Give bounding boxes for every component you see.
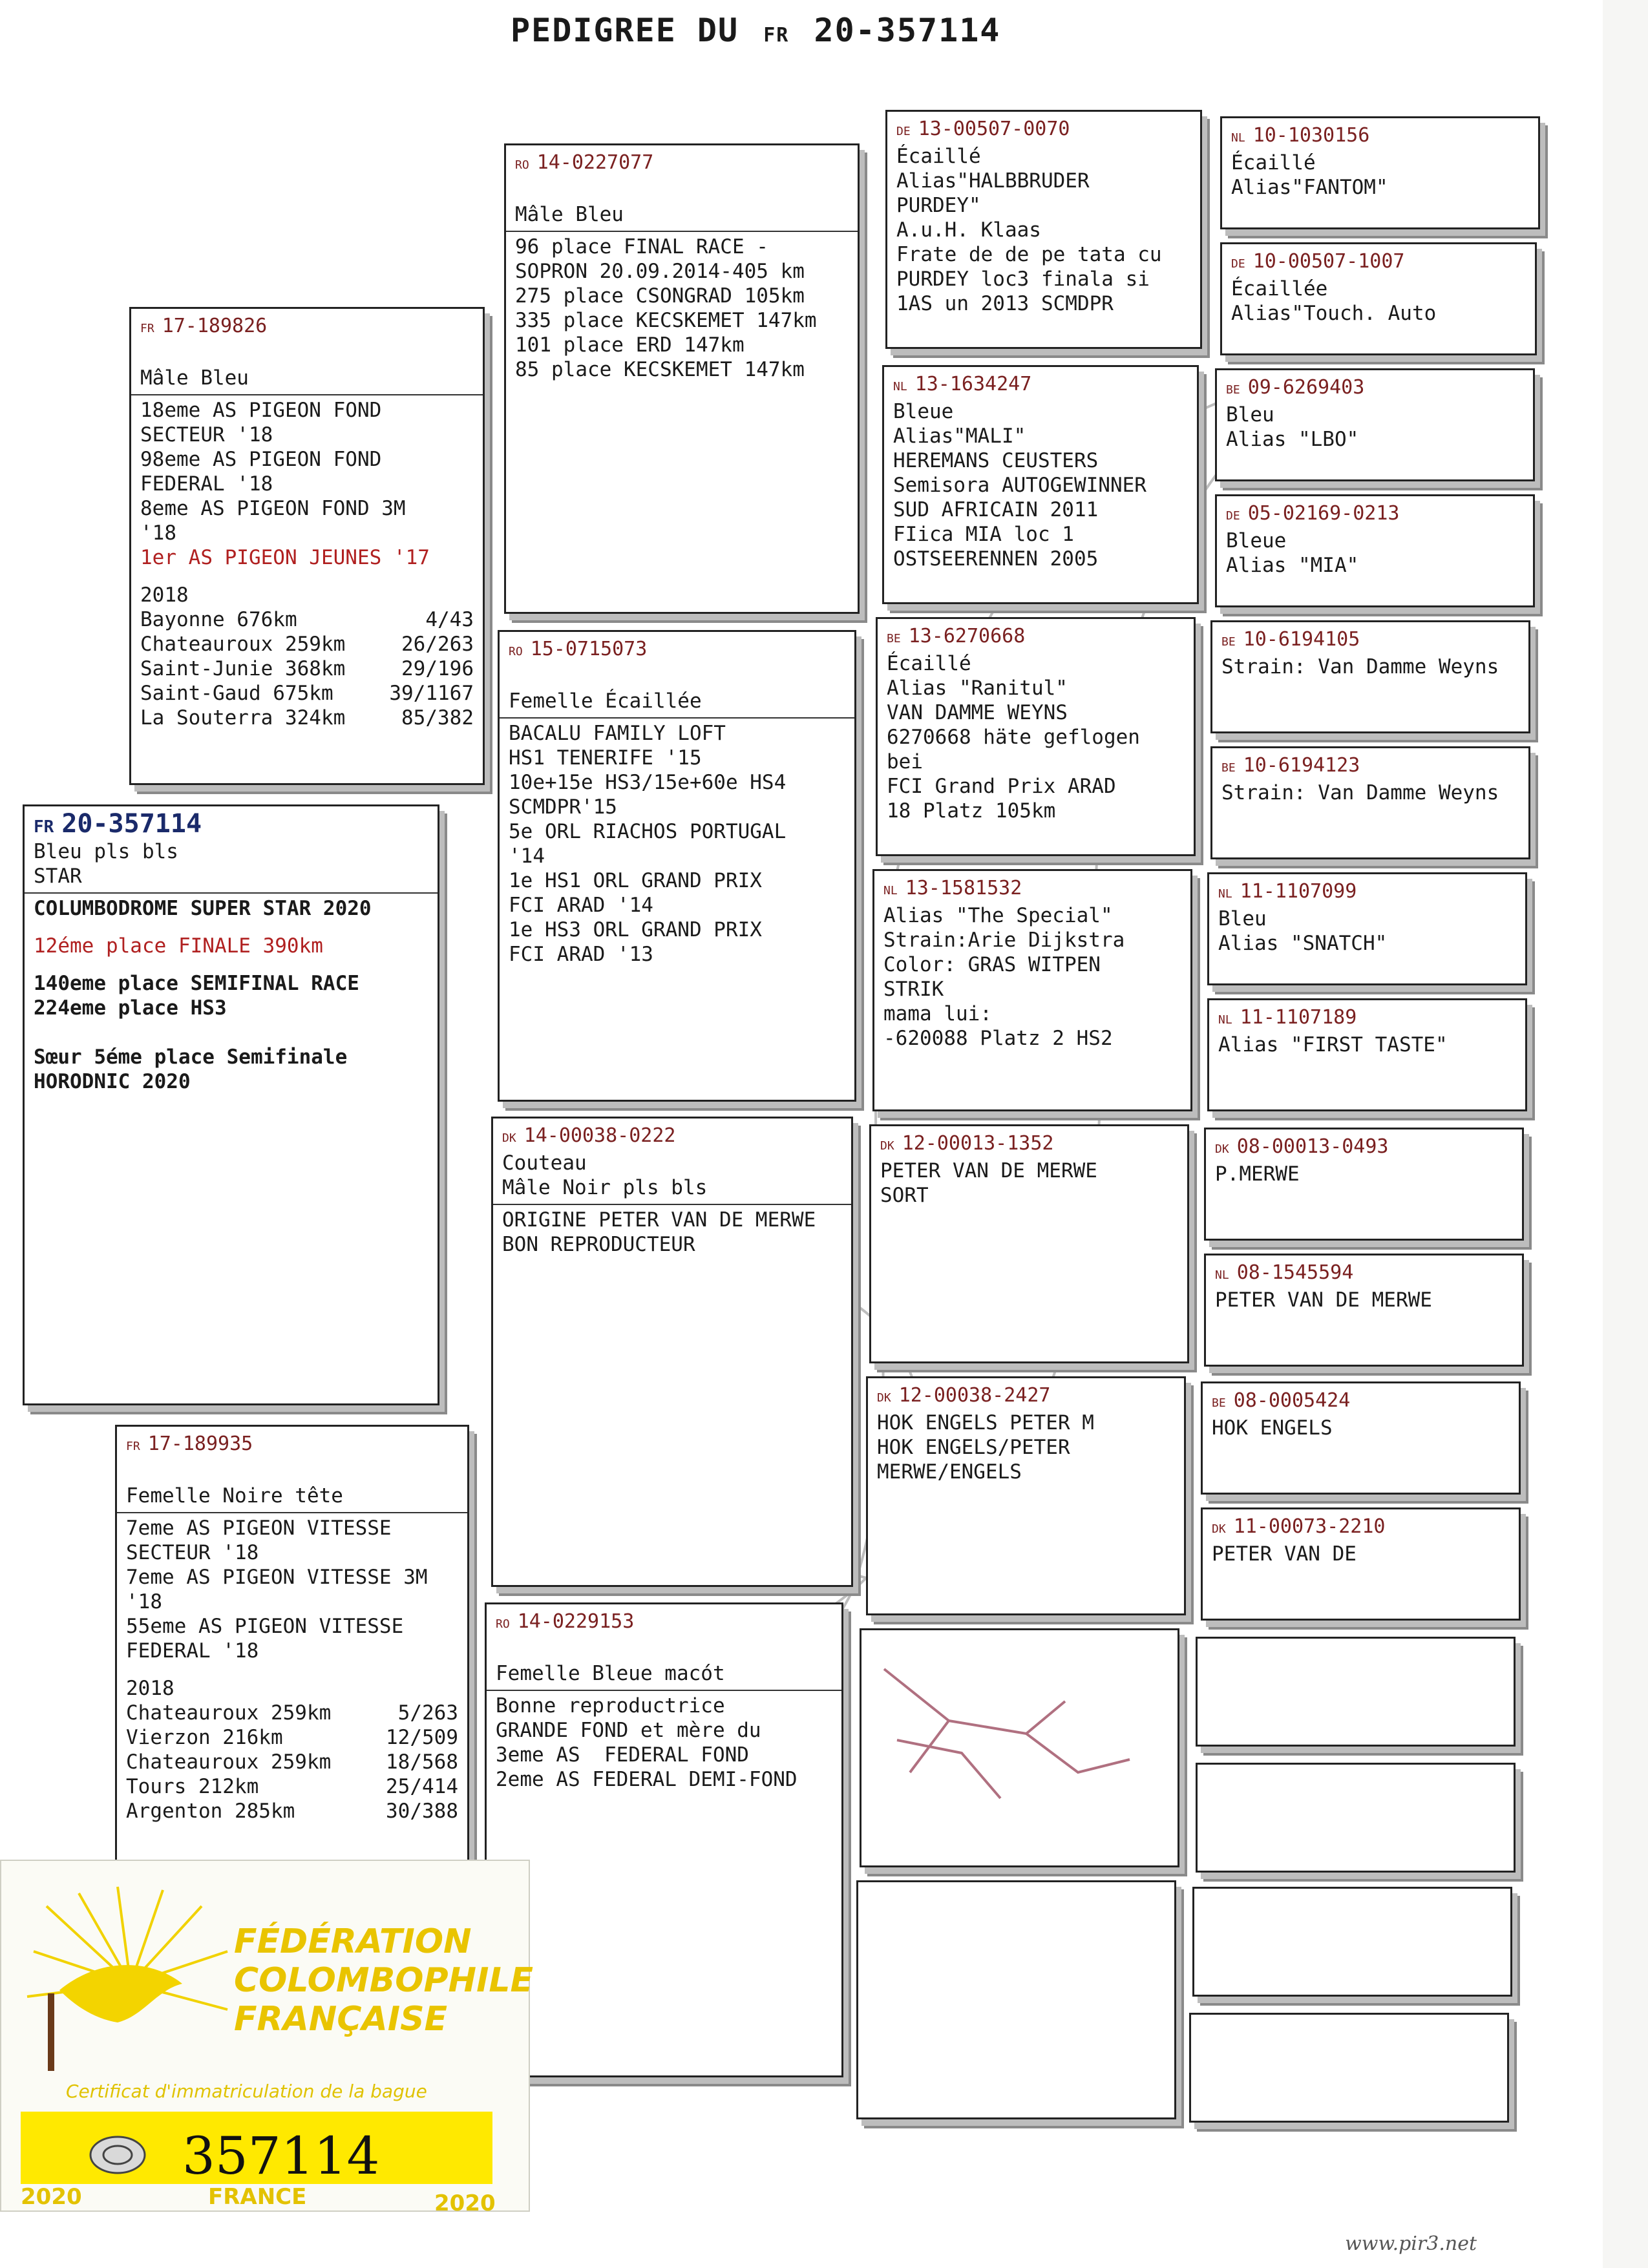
- country-code: DE: [1226, 509, 1240, 523]
- certificate-country: FRANCE: [208, 2184, 307, 2210]
- gggp-line: Alias "MIA": [1226, 554, 1359, 577]
- country-code: NL: [1231, 131, 1245, 145]
- gp-box-1: [504, 143, 860, 614]
- country-code: RO: [509, 645, 523, 658]
- race-result: 12/509: [386, 1726, 458, 1749]
- subject-result: 140eme place SEMIFINAL RACE: [34, 972, 359, 995]
- gp-line: 10e+15e HS3/15e+60e HS4: [509, 771, 787, 794]
- father-line: SECTEUR '18: [140, 423, 273, 446]
- ggp-line: Color: GRAS WITPEN: [883, 953, 1101, 976]
- gp-color: Mâle Bleu: [515, 203, 624, 226]
- race-row: [140, 656, 474, 681]
- gp-line: Bonne reproductrice: [496, 1694, 725, 1717]
- gggp-line: HOK ENGELS: [1212, 1416, 1333, 1440]
- country-code: BE: [1221, 635, 1236, 649]
- race-result: 25/414: [386, 1775, 458, 1798]
- ring-id: 12-00038-2427: [898, 1384, 1051, 1407]
- gp-line: 3eme AS FEDERAL FOND: [496, 1743, 749, 1767]
- father-line: FEDERAL '18: [140, 472, 273, 496]
- mother-color: Femelle Noire tête: [126, 1484, 343, 1507]
- gggp-line: PETER VAN DE MERWE: [1215, 1288, 1432, 1312]
- pigeon-feet-sketch: [871, 1643, 1168, 1837]
- gp-line: FCI ARAD '13: [509, 943, 653, 966]
- race-row: [126, 1799, 458, 1823]
- gp-box-4: [485, 1602, 843, 2077]
- ggp-box-3: [876, 617, 1196, 856]
- ring-id: 14-0229153: [517, 1610, 635, 1633]
- gggp-line: Écaillé: [1231, 151, 1316, 174]
- race-row: [126, 1750, 458, 1774]
- country-code: BE: [1226, 383, 1240, 397]
- ring-id: 13-6270668: [908, 625, 1026, 647]
- ggp-line: Alias "Ranitul": [887, 677, 1068, 700]
- race-result: 39/1167: [389, 682, 474, 705]
- gggp-box-15: [1192, 1887, 1512, 1997]
- ggp-line: Bleue: [893, 400, 954, 423]
- race-place: Bayonne 676km: [140, 608, 297, 631]
- gggp-line: Alias"FANTOM": [1231, 176, 1388, 199]
- gp-color: Femelle Écaillée: [509, 689, 702, 713]
- country-code: FR: [140, 322, 154, 335]
- gggp-box-8: [1207, 998, 1527, 1111]
- ring-number: [1215, 1135, 1513, 1162]
- ring-id: 05-02169-0213: [1247, 502, 1400, 525]
- pin-mark: [48, 1993, 54, 2071]
- ggp-line: SORT: [880, 1184, 929, 1207]
- race-result: 18/568: [386, 1750, 458, 1774]
- race-place: Vierzon 216km: [126, 1726, 283, 1749]
- race-row: [140, 632, 474, 656]
- ring-id: 14-00038-0222: [523, 1124, 676, 1147]
- gggp-box-7: [1207, 872, 1527, 985]
- subject-sister: Sœur 5éme place Semifinale: [34, 1045, 348, 1069]
- gp-line: GRANDE FOND et mère du: [496, 1719, 761, 1742]
- ring-id: 17-189935: [147, 1433, 253, 1455]
- ring-number: [509, 637, 845, 664]
- country-code: DK: [1215, 1142, 1229, 1156]
- country-code: DE: [1231, 257, 1245, 271]
- ggp-line: mama lui:: [883, 1002, 992, 1025]
- gggp-box-3: [1215, 368, 1535, 481]
- gp-box-2: [498, 630, 856, 1102]
- father-line: 98eme AS PIGEON FOND: [140, 448, 382, 471]
- ring-number: [1218, 879, 1516, 907]
- ring-number: [877, 1383, 1175, 1411]
- ggp-line: -620088 Platz 2 HS2: [883, 1027, 1113, 1050]
- ggp-box-4: [872, 869, 1192, 1111]
- gp-line: 335 place KECSKEMET 147km: [515, 309, 817, 332]
- country-code: NL: [883, 884, 898, 898]
- ring-id: 11-1107189: [1240, 1006, 1357, 1029]
- gggp-line: Bleu: [1226, 403, 1274, 426]
- ggp-line: Alias"MALI": [893, 425, 1026, 448]
- ggp-line: 1AS un 2013 SCMDPR: [896, 292, 1114, 315]
- father-line: 8eme AS PIGEON FOND 3M: [140, 497, 406, 520]
- ring-number: [1212, 1389, 1510, 1416]
- gp-color: Femelle Bleue macót: [496, 1662, 725, 1685]
- ring-number: [1221, 627, 1519, 655]
- ggp-line: Alias"HALBBRUDER: [896, 169, 1090, 193]
- ggp-line: VAN DAMME WEYNS: [887, 701, 1068, 724]
- race-place: Chateauroux 259km: [126, 1750, 332, 1774]
- gp-line: BACALU FAMILY LOFT: [509, 722, 726, 745]
- gggp-line: Écaillée: [1231, 277, 1328, 300]
- ggp-line: PETER VAN DE MERWE: [880, 1159, 1097, 1182]
- ring-number: [502, 1124, 842, 1151]
- gggp-box-5: [1210, 620, 1530, 733]
- race-row: [140, 681, 474, 706]
- gp-line: 96 place FINAL RACE -: [515, 235, 768, 258]
- gggp-box-11: [1201, 1381, 1521, 1495]
- ggp-line: Alias "The Special": [883, 904, 1113, 927]
- title-country: FR: [763, 24, 790, 47]
- ring-id: 17-189826: [162, 315, 268, 337]
- country-code: NL: [1218, 887, 1232, 901]
- country-code: NL: [893, 380, 907, 394]
- country-code: RO: [496, 1617, 510, 1631]
- mother-box: [115, 1425, 469, 1864]
- org-line: FRANÇAISE: [234, 2000, 448, 2039]
- ggp-line: HOK ENGELS/PETER: [877, 1436, 1070, 1459]
- ring-id: 10-6194105: [1243, 628, 1360, 651]
- ggp-box-8: [856, 1880, 1176, 2119]
- subject-ring: [34, 809, 428, 839]
- race-row: [140, 607, 474, 632]
- gp-line: ORIGINE PETER VAN DE MERWE: [502, 1208, 816, 1232]
- gp-line: '14: [509, 845, 545, 868]
- page-title: [511, 12, 1000, 49]
- race-result: 5/263: [397, 1701, 458, 1725]
- gggp-box-2: [1220, 242, 1537, 355]
- gggp-line: PETER VAN DE: [1212, 1542, 1357, 1566]
- ring-number: [887, 624, 1185, 651]
- ring-id: 13-1634247: [914, 373, 1032, 395]
- country-code: DK: [502, 1131, 516, 1145]
- ggp-line: A.u.H. Klaas: [896, 218, 1041, 242]
- country-code: RO: [515, 158, 529, 172]
- ring-number: [140, 314, 474, 341]
- gp-color: Couteau: [502, 1151, 587, 1175]
- ring-number: [883, 876, 1181, 903]
- gp-line: SCMDPR'15: [509, 795, 617, 819]
- ring-id: 20-357114: [61, 809, 202, 839]
- gggp-line: Strain: Van Damme Weyns: [1221, 655, 1499, 678]
- ggp-line: STRIK: [883, 978, 944, 1001]
- country-code: DK: [1212, 1522, 1226, 1536]
- gp-line: FCI ARAD '14: [509, 894, 653, 917]
- gggp-box-12: [1201, 1507, 1521, 1621]
- race-row: [126, 1725, 458, 1750]
- country-code: BE: [1221, 761, 1236, 775]
- ggp-box-7: [860, 1628, 1179, 1867]
- father-box: [129, 307, 485, 785]
- race-place: Tours 212km: [126, 1775, 259, 1798]
- subject-sister: HORODNIC 2020: [34, 1070, 191, 1093]
- gggp-box-6: [1210, 746, 1530, 859]
- ring-number: [126, 1432, 458, 1459]
- gp-line: 275 place CSONGRAD 105km: [515, 284, 805, 308]
- ring-number: [1226, 501, 1524, 529]
- ggp-line: Strain:Arie Dijkstra: [883, 929, 1125, 952]
- race-result: 29/196: [401, 657, 474, 680]
- ring-number: [496, 1610, 832, 1637]
- ggp-line: Frate de de pe tata cu: [896, 243, 1162, 266]
- ggp-line: 6270668 häte geflogen: [887, 726, 1140, 749]
- gp-box-3: [491, 1117, 853, 1587]
- race-row: [140, 706, 474, 730]
- ring-id: 10-6194123: [1243, 754, 1360, 777]
- ring-id: 08-00013-0493: [1236, 1135, 1389, 1158]
- ring-id: 12-00013-1352: [902, 1132, 1054, 1155]
- race-place: Saint-Junie 368km: [140, 657, 346, 680]
- ggp-line: SUD AFRICAIN 2011: [893, 498, 1099, 521]
- certificate-organization: [234, 1922, 533, 2039]
- ggp-line: PURDEY": [896, 194, 981, 217]
- mother-line: 7eme AS PIGEON VITESSE 3M: [126, 1566, 428, 1589]
- gp-line: 101 place ERD 147km: [515, 333, 745, 357]
- father-year: 2018: [140, 583, 189, 607]
- ring-id: 10-00507-1007: [1252, 250, 1405, 273]
- ring-id: 13-1581532: [905, 877, 1022, 899]
- gggp-box-13: [1196, 1637, 1516, 1747]
- race-row: [126, 1701, 458, 1725]
- gggp-box-9: [1204, 1128, 1524, 1241]
- ring-number: [893, 372, 1188, 399]
- org-line: COLOMBOPHILE: [234, 1961, 534, 2000]
- ring-number: [1231, 249, 1526, 277]
- gp-line: BON REPRODUCTEUR: [502, 1233, 695, 1256]
- subject-box: [23, 804, 439, 1405]
- father-line: 18eme AS PIGEON FOND: [140, 399, 382, 422]
- ring-id: 08-1545594: [1236, 1261, 1354, 1284]
- country-code: BE: [887, 632, 901, 646]
- gggp-line: P.MERWE: [1215, 1162, 1300, 1186]
- ggp-line: Semisora AUTOGEWINNER: [893, 474, 1146, 497]
- ggp-line: HOK ENGELS PETER M: [877, 1411, 1094, 1434]
- gp-line: SOPRON 20.09.2014-405 km: [515, 260, 805, 283]
- mother-year: 2018: [126, 1677, 174, 1700]
- ggp-box-1: [885, 110, 1202, 349]
- gp-line: 2eme AS FEDERAL DEMI-FOND: [496, 1768, 798, 1791]
- mother-line: SECTEUR '18: [126, 1541, 259, 1564]
- gp-line: 1e HS3 ORL GRAND PRIX: [509, 918, 762, 941]
- gggp-line: Alias "SNATCH": [1218, 932, 1388, 955]
- country-code: NL: [1215, 1268, 1229, 1282]
- country-code: NL: [1218, 1013, 1232, 1027]
- ggp-line: MERWE/ENGELS: [877, 1460, 1022, 1484]
- country-code: BE: [1212, 1396, 1226, 1410]
- race-result: 30/388: [386, 1800, 458, 1823]
- race-place: Chateauroux 259km: [126, 1701, 332, 1725]
- ggp-line: HEREMANS CEUSTERS: [893, 449, 1099, 472]
- ggp-line: FCI Grand Prix ARAD: [887, 775, 1116, 798]
- gp-line: Mâle Noir pls bls: [502, 1176, 708, 1199]
- race-result: 26/263: [401, 633, 474, 656]
- race-place: Chateauroux 259km: [140, 633, 346, 656]
- ring-number: [1215, 1261, 1513, 1288]
- ring-number: [515, 151, 849, 178]
- race-result: 4/43: [425, 608, 474, 631]
- ggp-line: bei: [887, 750, 923, 773]
- gggp-box-1: [1220, 116, 1540, 229]
- father-highlight: 1er AS PIGEON JEUNES '17: [140, 546, 430, 569]
- gggp-line: Bleue: [1226, 529, 1287, 552]
- gggp-box-4: [1215, 494, 1535, 607]
- ggp-line: FIica MIA loc 1: [893, 523, 1074, 546]
- footer-website: www.pir3.net: [1345, 2232, 1477, 2255]
- country-code: FR: [126, 1440, 140, 1453]
- country-code: DE: [896, 125, 911, 138]
- ring-id: 10-1030156: [1252, 124, 1370, 147]
- subject-result: 224eme place HS3: [34, 996, 227, 1020]
- mother-line: '18: [126, 1590, 162, 1613]
- ring-id: 15-0715073: [530, 638, 648, 660]
- gggp-line: Strain: Van Damme Weyns: [1221, 781, 1499, 804]
- certificate-subtitle: Certificat d'immatriculation de la bague: [66, 2081, 427, 2102]
- ring-certificate-card: [0, 1860, 534, 2216]
- father-color: Mâle Bleu: [140, 366, 249, 390]
- subject-highlight: 12éme place FINALE 390km: [34, 934, 323, 958]
- gggp-line: Alias"Touch. Auto: [1231, 302, 1437, 325]
- race-result: 85/382: [401, 706, 474, 730]
- ring-number: [896, 117, 1191, 144]
- gp-line: HS1 TENERIFE '15: [509, 746, 702, 770]
- gp-line: 1e HS1 ORL GRAND PRIX: [509, 869, 762, 892]
- ring-number: [880, 1131, 1178, 1159]
- gggp-box-10: [1204, 1254, 1524, 1367]
- certificate-year: 2020: [21, 2184, 82, 2210]
- ggp-box-5: [869, 1124, 1189, 1363]
- subject-headline: COLUMBODROME SUPER STAR 2020: [34, 897, 372, 920]
- subject-color: Bleu pls bls: [34, 840, 178, 863]
- mother-line: FEDERAL '18: [126, 1639, 259, 1663]
- title-prefix: PEDIGREE DU: [511, 12, 739, 49]
- gggp-line: Bleu: [1218, 907, 1267, 930]
- ggp-box-6: [866, 1376, 1186, 1615]
- ggp-box-2: [882, 365, 1199, 604]
- ring-id: 11-1107099: [1240, 880, 1357, 903]
- ring-number: [1226, 375, 1524, 403]
- ring-number: [1212, 1515, 1510, 1542]
- mother-line: 7eme AS PIGEON VITESSE: [126, 1517, 392, 1540]
- country-code: FR: [34, 817, 54, 837]
- race-place: La Souterra 324km: [140, 706, 346, 730]
- ring-number: [1221, 753, 1519, 781]
- gggp-line: Alias "LBO": [1226, 428, 1359, 451]
- ggp-line: Écaillé: [896, 145, 981, 168]
- gggp-box-14: [1196, 1763, 1516, 1873]
- gggp-line: Alias "FIRST TASTE": [1218, 1033, 1448, 1056]
- ring-id: 11-00073-2210: [1233, 1515, 1386, 1538]
- gp-line: 5e ORL RIACHOS PORTUGAL: [509, 820, 787, 843]
- race-row: [126, 1774, 458, 1799]
- certificate-year: 2020: [434, 2190, 496, 2216]
- title-ring: 20-357114: [814, 12, 1001, 49]
- mother-line: 55eme AS PIGEON VITESSE: [126, 1615, 404, 1638]
- ring-number: [1218, 1005, 1516, 1033]
- race-place: Saint-Gaud 675km: [140, 682, 333, 705]
- ring-id: 09-6269403: [1247, 376, 1365, 399]
- ring-id: 14-0227077: [536, 151, 654, 174]
- ring-number: [1231, 123, 1529, 151]
- ggp-line: OSTSEERENNEN 2005: [893, 547, 1099, 571]
- country-code: DK: [877, 1391, 891, 1405]
- father-line: '18: [140, 521, 176, 545]
- ggp-line: PURDEY loc3 finala si: [896, 268, 1150, 291]
- certificate-number: 357114: [182, 2126, 380, 2186]
- race-place: Argenton 285km: [126, 1800, 295, 1823]
- ggp-line: 18 Platz 105km: [887, 799, 1056, 823]
- subject-name: STAR: [34, 865, 82, 888]
- gp-line: 85 place KECSKEMET 147km: [515, 358, 805, 381]
- ring-id: 08-0005424: [1233, 1389, 1351, 1412]
- ffc-seal-icon: [85, 2132, 150, 2178]
- gggp-box-16: [1189, 2013, 1509, 2123]
- org-line: FÉDÉRATION: [234, 1922, 472, 1961]
- ring-id: 13-00507-0070: [918, 118, 1070, 140]
- country-code: DK: [880, 1139, 894, 1153]
- ggp-line: Écaillé: [887, 652, 971, 675]
